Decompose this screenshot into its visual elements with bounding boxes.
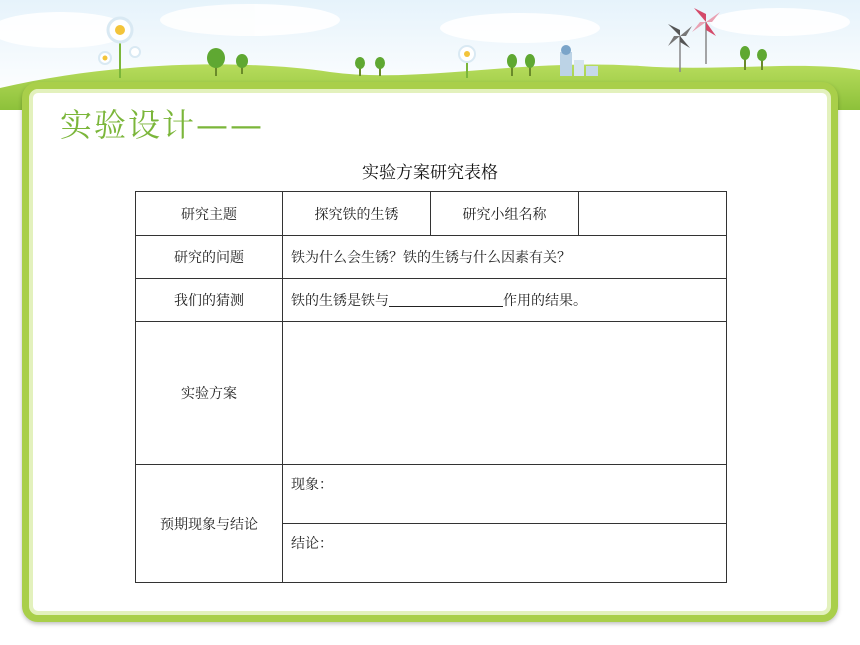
question-label: 研究的问题 (136, 236, 283, 279)
topic-label: 研究主题 (136, 192, 283, 236)
hypothesis-label: 我们的猜测 (136, 279, 283, 322)
table-row-topic (136, 192, 727, 236)
table-caption: 实验方案研究表格 (362, 163, 498, 183)
question-value: 铁为什么会生锈？铁的生锈与什么因素有关？ (283, 236, 727, 279)
table-row-plan (136, 322, 727, 465)
plan-label: 实验方案 (136, 322, 283, 465)
phenomenon-field[interactable]: 现象： (283, 465, 727, 524)
table-row-hypothesis (136, 279, 727, 322)
plan-field[interactable] (283, 322, 727, 465)
hypothesis-blank[interactable] (389, 292, 503, 307)
research-form-table (135, 191, 727, 583)
table-row-question (136, 236, 727, 279)
hypothesis-cell (283, 279, 727, 322)
hypothesis-prefix: 铁的生锈是铁与 (291, 293, 389, 309)
slide-title: 实验设计—— (60, 106, 265, 144)
topic-value: 探究铁的生锈 (283, 192, 431, 236)
group-name-field[interactable] (579, 192, 727, 236)
conclusion-field[interactable]: 结论： (283, 524, 727, 583)
expected-label: 预期现象与结论 (136, 465, 283, 583)
hypothesis-suffix: 作用的结果。 (503, 293, 587, 309)
group-name-label: 研究小组名称 (431, 192, 579, 236)
table-row-phenomenon (136, 465, 727, 524)
